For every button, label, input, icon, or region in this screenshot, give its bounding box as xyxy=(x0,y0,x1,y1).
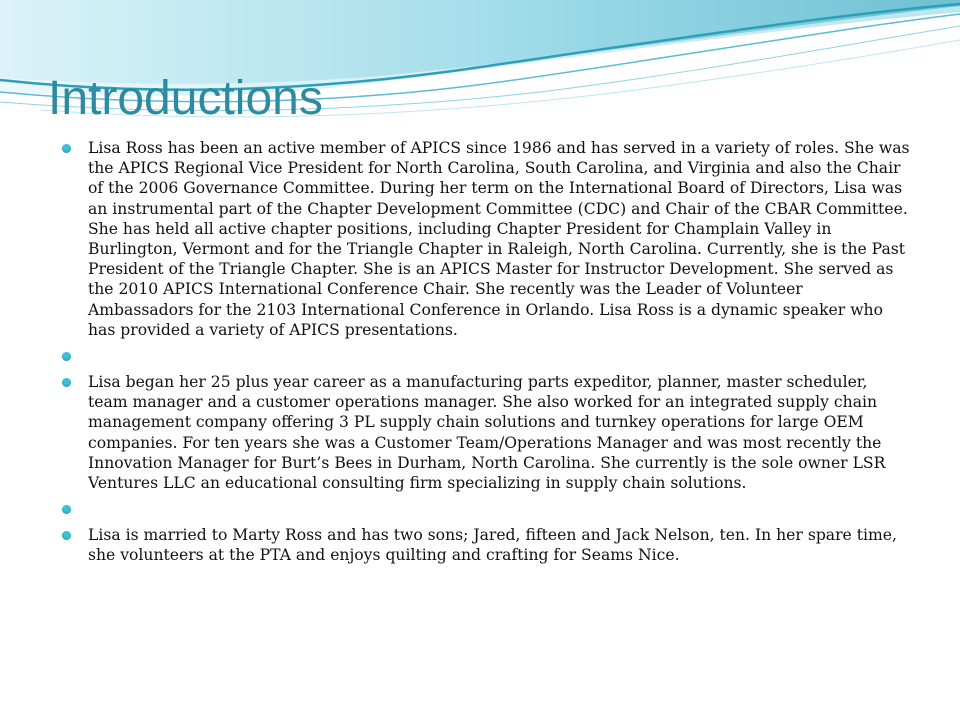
bullet-item-career xyxy=(62,372,912,493)
bullet-item-personal xyxy=(62,525,912,565)
bullet-item-empty xyxy=(62,499,912,519)
bullet-icon xyxy=(62,505,71,514)
bullet-icon xyxy=(62,531,71,540)
bullet-item-empty xyxy=(62,346,912,366)
slide-title: Introductions xyxy=(48,72,323,125)
bullet-icon xyxy=(62,144,71,153)
bullet-icon xyxy=(62,378,71,387)
bullet-icon xyxy=(62,352,71,361)
bullet-text: Lisa Ross has been an active member of APICS since 1986 and has served in a variety of roles. She was the APICS Regional Vice President for North Carolina, South Carolina, and Virginia and also the Chair of the 2006 Governance Committee. During her term on the International Board of Directors, Lisa was an instrumental part of the Chapter Development Committee (CDC) and Chair of the CBAR Committee. She has held all active chapter positions, including Chapter President for Champlain Valley in Burlington, Vermont and for the Triangle Chapter in Raleigh, North Carolina. Currently, she is the Past President of the Triangle Chapter. She is an APICS Master for Instructor Development. She served as the 2010 APICS International Conference Chair. She recently was the Leader of Volunteer Ambassadors for the 2103 International Conference in Orlando. Lisa Ross is a dynamic speaker who has provided a variety of APICS presentations. xyxy=(88,139,910,339)
bullet-text: Lisa began her 25 plus year career as a manufacturing parts expeditor, planner, master scheduler, team manager and a customer operations manager. She also worked for an integrated supply chain management company offering 3 PL supply chain solutions and turnkey operations for large OEM companies. For ten years she was a Customer Team/Operations Manager and was most recently the Innovation Manager for Burt’s Bees in Durham, North Carolina. She currently is the sole owner LSR Ventures LLC an educational consulting firm specializing in supply chain solutions. xyxy=(88,373,886,493)
bullet-item-bio xyxy=(62,138,912,340)
bullet-text: Lisa is married to Marty Ross and has two sons; Jared, fifteen and Jack Nelson, ten. In her spare time, she volunteers at the PTA and enjoys quilting and crafting for Seams Nice. xyxy=(88,526,897,565)
bullet-list xyxy=(62,138,912,572)
